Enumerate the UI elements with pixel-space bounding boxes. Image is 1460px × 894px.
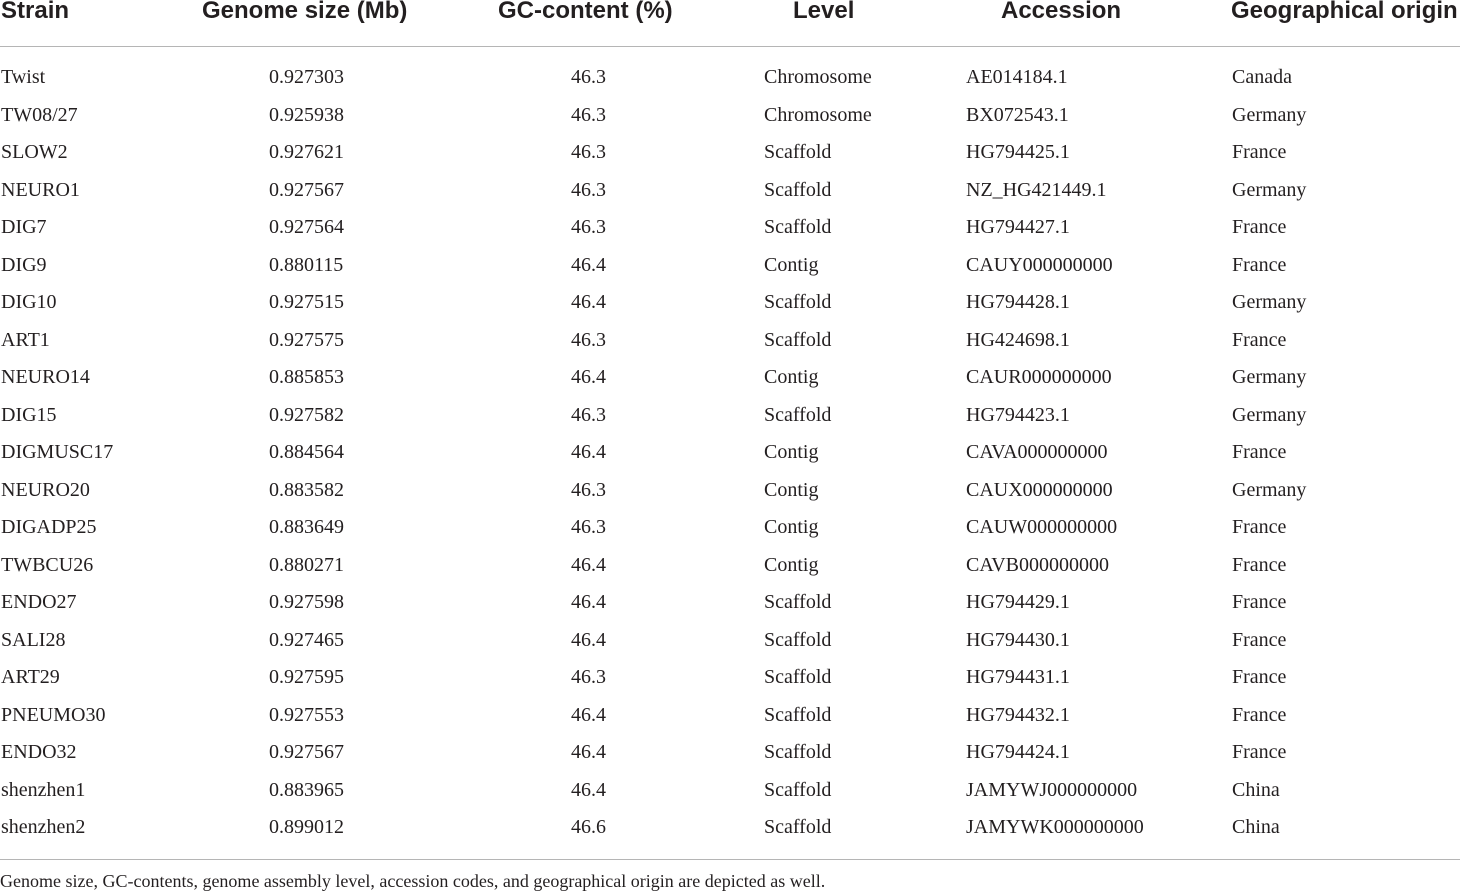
cell-gc-content: 46.4 — [571, 253, 606, 276]
cell-strain: DIG9 — [1, 253, 47, 276]
cell-genome-size: 0.927567 — [269, 741, 344, 763]
cell-level: Scaffold — [764, 778, 832, 801]
cell-genome-size: 0.899012 — [269, 816, 344, 838]
table-row — [0, 322, 1460, 360]
cell-accession: HG794427.1 — [966, 216, 1070, 238]
cell-level: Scaffold — [764, 741, 832, 763]
cell-geographical-origin: France — [1232, 741, 1287, 763]
table-row — [0, 172, 1460, 210]
cell-gc-content: 46.3 — [571, 103, 606, 126]
cell-accession: JAMYWJ000000000 — [966, 778, 1138, 801]
cell-genome-size: 0.927564 — [269, 216, 344, 238]
cell-accession: HG794432.1 — [966, 703, 1070, 726]
cell-accession: HG794431.1 — [966, 666, 1070, 688]
cell-geographical-origin: France — [1232, 441, 1287, 463]
cell-genome-size: 0.927303 — [269, 66, 344, 88]
cell-strain: DIG10 — [1, 291, 57, 313]
cell-geographical-origin: France — [1232, 553, 1287, 576]
table-footnote: Genome size, GC-contents, genome assembly level, accession codes, and geographical origin are depicted as well. — [0, 871, 826, 891]
cell-strain: ENDO27 — [1, 591, 77, 613]
table-row — [0, 697, 1460, 735]
cell-geographical-origin: France — [1232, 516, 1287, 538]
cell-level: Contig — [764, 553, 819, 576]
table-bottom-rule — [0, 859, 1460, 860]
cell-genome-size: 0.883965 — [269, 778, 344, 801]
cell-genome-size: 0.927598 — [269, 591, 344, 613]
cell-strain: TWBCU26 — [1, 553, 94, 576]
cell-strain: Twist — [1, 66, 46, 88]
cell-geographical-origin: France — [1232, 666, 1287, 688]
table-row — [0, 659, 1460, 697]
table-body — [0, 59, 1460, 847]
cell-accession: HG794430.1 — [966, 628, 1070, 651]
header-strain: Strain — [1, 0, 70, 24]
cell-level: Contig — [764, 441, 819, 463]
cell-accession: CAUX000000000 — [966, 478, 1113, 501]
cell-accession: HG794423.1 — [966, 403, 1070, 426]
cell-accession: JAMYWK000000000 — [966, 816, 1144, 838]
cell-strain: DIGADP25 — [1, 516, 97, 538]
table-row — [0, 547, 1460, 585]
cell-accession: AE014184.1 — [966, 66, 1068, 88]
cell-strain: TW08/27 — [1, 103, 78, 126]
cell-geographical-origin: Canada — [1232, 66, 1292, 88]
cell-genome-size: 0.884564 — [269, 441, 344, 463]
cell-accession: CAUR000000000 — [966, 366, 1112, 388]
cell-accession: BX072543.1 — [966, 103, 1069, 126]
table-row — [0, 509, 1460, 547]
cell-genome-size: 0.927595 — [269, 666, 344, 688]
cell-genome-size: 0.925938 — [269, 103, 344, 126]
cell-accession: CAUW000000000 — [966, 516, 1118, 538]
cell-accession: HG794429.1 — [966, 591, 1070, 613]
cell-accession: CAUY000000000 — [966, 253, 1113, 276]
cell-gc-content: 46.4 — [571, 553, 606, 576]
table-row — [0, 247, 1460, 285]
cell-geographical-origin: Germany — [1232, 103, 1307, 126]
table-row — [0, 59, 1460, 97]
table-row — [0, 397, 1460, 435]
cell-geographical-origin: France — [1232, 591, 1287, 613]
cell-level: Scaffold — [764, 666, 832, 688]
cell-gc-content: 46.3 — [571, 216, 606, 238]
cell-gc-content: 46.4 — [571, 703, 606, 726]
cell-geographical-origin: France — [1232, 216, 1287, 238]
cell-strain: shenzhen1 — [1, 778, 86, 801]
cell-level: Contig — [764, 366, 819, 388]
cell-accession: HG794425.1 — [966, 141, 1070, 163]
cell-geographical-origin: China — [1232, 816, 1280, 838]
cell-strain: ENDO32 — [1, 741, 77, 763]
cell-strain: SALI28 — [1, 628, 66, 651]
cell-level: Scaffold — [764, 291, 832, 313]
cell-gc-content: 46.4 — [571, 741, 606, 763]
table-row — [0, 97, 1460, 135]
cell-genome-size: 0.880271 — [269, 553, 344, 576]
cell-gc-content: 46.3 — [571, 403, 606, 426]
cell-accession: CAVA000000000 — [966, 441, 1108, 463]
table-row — [0, 284, 1460, 322]
cell-genome-size: 0.927582 — [269, 403, 344, 426]
cell-accession: NZ_HG421449.1 — [966, 178, 1107, 201]
cell-level: Scaffold — [764, 178, 832, 201]
cell-level: Scaffold — [764, 328, 832, 351]
cell-geographical-origin: Germany — [1232, 178, 1307, 201]
cell-gc-content: 46.3 — [571, 141, 606, 163]
cell-gc-content: 46.3 — [571, 328, 606, 351]
table-header — [0, 0, 1460, 47]
cell-level: Scaffold — [764, 141, 832, 163]
cell-level: Scaffold — [764, 591, 832, 613]
cell-genome-size: 0.927621 — [269, 141, 344, 163]
cell-geographical-origin: France — [1232, 628, 1287, 651]
cell-geographical-origin: Germany — [1232, 478, 1307, 501]
cell-gc-content: 46.3 — [571, 516, 606, 538]
cell-geographical-origin: France — [1232, 703, 1287, 726]
cell-geographical-origin: France — [1232, 328, 1287, 351]
cell-gc-content: 46.4 — [571, 778, 606, 801]
cell-level: Contig — [764, 253, 819, 276]
cell-strain: ART29 — [1, 666, 60, 688]
cell-gc-content: 46.4 — [571, 628, 606, 651]
cell-genome-size: 0.927553 — [269, 703, 344, 726]
table-row — [0, 472, 1460, 510]
table-row — [0, 434, 1460, 472]
cell-gc-content: 46.6 — [571, 816, 606, 838]
cell-gc-content: 46.4 — [571, 291, 606, 313]
cell-level: Contig — [764, 478, 819, 501]
cell-gc-content: 46.4 — [571, 591, 606, 613]
header-gc-content: GC-content (%) — [498, 0, 673, 24]
cell-geographical-origin: Germany — [1232, 403, 1307, 426]
table-row — [0, 809, 1460, 847]
cell-geographical-origin: Germany — [1232, 366, 1307, 388]
cell-strain: DIG7 — [1, 216, 47, 238]
cell-genome-size: 0.927575 — [269, 328, 344, 351]
cell-geographical-origin: France — [1232, 141, 1287, 163]
cell-level: Chromosome — [764, 103, 872, 126]
cell-geographical-origin: Germany — [1232, 291, 1307, 313]
cell-accession: HG794428.1 — [966, 291, 1070, 313]
table-row — [0, 209, 1460, 247]
table-row — [0, 359, 1460, 397]
cell-gc-content: 46.3 — [571, 666, 606, 688]
cell-accession: HG794424.1 — [966, 741, 1070, 763]
table-row — [0, 584, 1460, 622]
cell-strain: PNEUMO30 — [1, 703, 106, 726]
cell-level: Chromosome — [764, 66, 872, 88]
cell-level: Scaffold — [764, 628, 832, 651]
header-level: Level — [793, 0, 855, 24]
cell-genome-size: 0.885853 — [269, 366, 344, 388]
cell-strain: NEURO1 — [1, 178, 80, 201]
cell-genome-size: 0.883649 — [269, 516, 344, 538]
cell-accession: HG424698.1 — [966, 328, 1070, 351]
table-row — [0, 622, 1460, 660]
table-row — [0, 772, 1460, 810]
cell-level: Scaffold — [764, 216, 832, 238]
cell-strain: NEURO14 — [1, 366, 90, 388]
cell-level: Scaffold — [764, 703, 832, 726]
cell-level: Contig — [764, 516, 819, 538]
table-row — [0, 134, 1460, 172]
cell-gc-content: 46.4 — [571, 366, 606, 388]
cell-genome-size: 0.883582 — [269, 478, 344, 501]
cell-gc-content: 46.3 — [571, 66, 606, 88]
cell-strain: NEURO20 — [1, 478, 90, 501]
cell-strain: SLOW2 — [1, 141, 68, 163]
cell-geographical-origin: France — [1232, 253, 1287, 276]
cell-accession: CAVB000000000 — [966, 553, 1109, 576]
cell-genome-size: 0.927515 — [269, 291, 344, 313]
cell-strain: DIG15 — [1, 403, 57, 426]
cell-level: Scaffold — [764, 816, 832, 838]
header-genome-size: Genome size (Mb) — [202, 0, 408, 24]
header-accession: Accession — [1001, 0, 1122, 24]
cell-gc-content: 46.4 — [571, 441, 606, 463]
cell-genome-size: 0.927567 — [269, 178, 344, 201]
cell-level: Scaffold — [764, 403, 832, 426]
cell-gc-content: 46.3 — [571, 478, 606, 501]
cell-strain: shenzhen2 — [1, 816, 86, 838]
cell-geographical-origin: China — [1232, 778, 1280, 801]
cell-strain: DIGMUSC17 — [1, 441, 114, 463]
cell-strain: ART1 — [1, 328, 50, 351]
table-row — [0, 734, 1460, 772]
cell-genome-size: 0.927465 — [269, 628, 344, 651]
cell-genome-size: 0.880115 — [269, 253, 344, 276]
header-geographical-origin: Geographical origin — [1231, 0, 1458, 24]
cell-gc-content: 46.3 — [571, 178, 606, 201]
